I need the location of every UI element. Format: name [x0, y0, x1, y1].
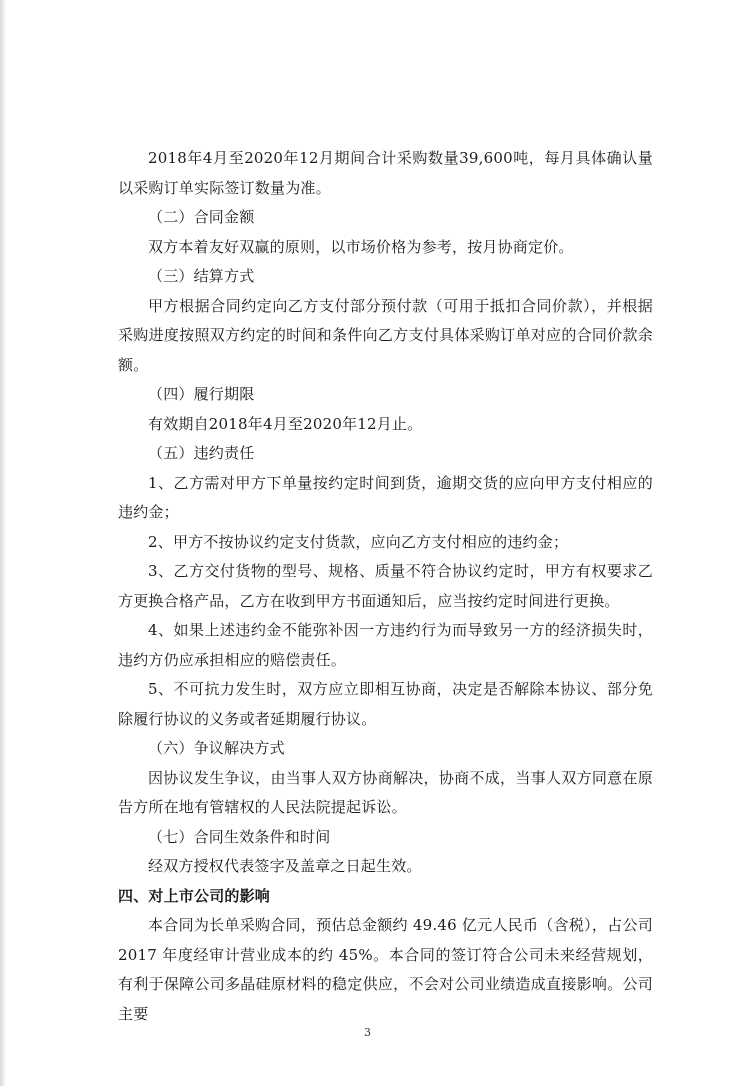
- breach-item-2: 2、甲方不按协议约定支付货款，应向乙方支付相应的违约金；: [148, 532, 569, 551]
- section-performance-term: （四）履行期限: [148, 385, 255, 403]
- paragraph-performance-term: 有效期自2018年4月至2020年12月止。: [148, 414, 423, 433]
- paragraph-effective-conditions: 经双方授权代表签字及盖章之日起生效。: [148, 857, 422, 875]
- paragraph-dispute-resolution: 因协议发生争议，由当事人双方协商解决，协商不成，当事人双方同意在原告方所在地有管辖权的人民法院提起诉讼。: [118, 768, 653, 816]
- section-breach-liability: （五）违约责任: [148, 444, 255, 462]
- breach-item-1: 1、乙方需对甲方下单量按约定时间到货，逾期交货的应向甲方支付相应的违约金；: [118, 473, 653, 521]
- breach-item-5: 5、不可抗力发生时，双方应立即相互协商，决定是否解除本协议、部分免除履行协议的义务或者延期履行协议。: [118, 680, 653, 728]
- paragraph-purchase-quantity: 2018年4月至2020年12月期间合计采购数量39,600吨，每月具体确认量以采购订单实际签订数量为准。: [118, 149, 653, 197]
- page-number: 3: [364, 1026, 371, 1039]
- breach-item-3: 3、乙方交付货物的型号、规格、质量不符合协议约定时，甲方有权要求乙方更换合格产品，乙方在收到甲方书面通知后，应当按约定时间进行更换。: [118, 562, 653, 610]
- section-effective-conditions: （七）合同生效条件和时间: [148, 827, 331, 846]
- paragraph-impact-on-company: 本合同为长单采购合同，预估总金额约 49.46 亿元人民币（含税），占公司 2017 年度经审计营业成本的约 45%。本合同的签订符合公司未来经营规划，有利于保障公司多晶硅原材料的稳定供应，不会对公司业绩造成直接影响。公司主要: [118, 916, 653, 1023]
- breach-item-4: 4、如果上述违约金不能弥补因一方违约行为而导致另一方的经济损失时，违约方仍应承担相应的赔偿责任。: [118, 621, 653, 669]
- paragraph-contract-amount: 双方本着友好双赢的原则，以市场价格为参考，按月协商定价。: [148, 237, 574, 256]
- document-body: [118, 144, 653, 1029]
- section-dispute-resolution: （六）争议解决方式: [148, 739, 285, 757]
- section-contract-amount: （二）合同金额: [148, 208, 255, 226]
- paragraph-settlement: 甲方根据合同约定向乙方支付部分预付款（可用于抵扣合同价款），并根据采购进度按照双方约定的时间和条件向乙方支付具体采购订单对应的合同价款余额。: [118, 296, 653, 374]
- page-edge-shadow: [0, 0, 6, 1086]
- section-settlement: （三）结算方式: [148, 267, 255, 285]
- heading-impact-on-company: 四、对上市公司的影响: [118, 886, 271, 905]
